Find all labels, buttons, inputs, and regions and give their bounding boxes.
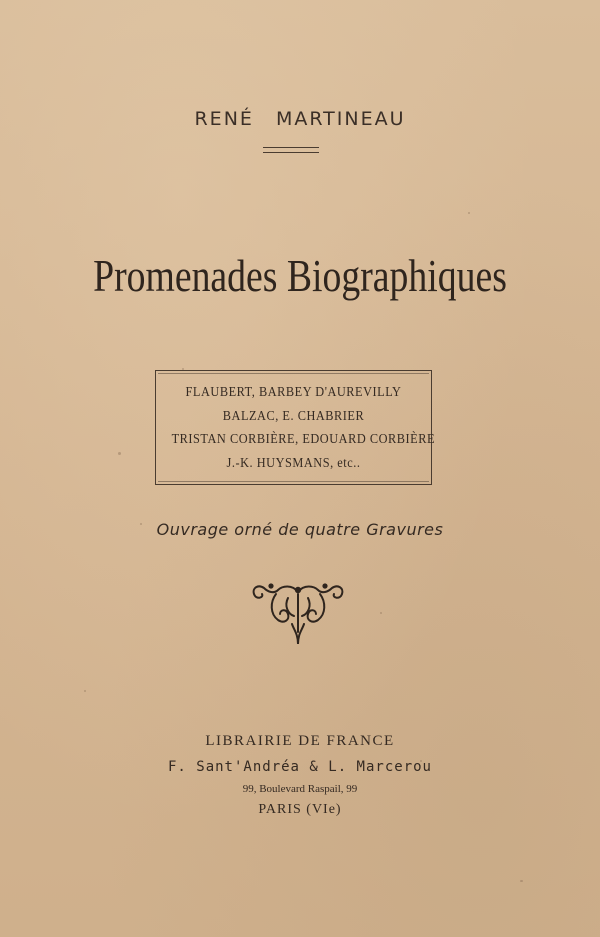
subject-line: J.-K. HUYSMANS, etc.. [226,455,361,471]
author-first-name: RENÉ [194,108,254,130]
publisher-name: LIBRAIRIE DE FRANCE [205,733,395,749]
author-divider [263,147,319,153]
publisher-editors: F. Sant'Andréa & L. Marcerou [167,759,432,775]
subjects-list [155,381,436,475]
author-last-name: MARTINEAU [275,108,406,130]
subject-line: BALZAC, E. CHABRIER [222,408,365,424]
author-name [0,108,600,130]
subject-line: TRISTAN CORBIÈRE, EDOUARD CORBIÈRE [171,432,436,447]
publisher-address: 99, Boulevard Raspail, 99 [242,783,358,795]
tagline: Ouvrage orné de quatre Gravures [156,520,444,539]
book-title: Promenades Biographiques [93,250,507,301]
publisher-city: PARIS (VIe) [258,802,342,817]
subject-line: FLAUBERT, BARBEY D'AUREVILLY [185,385,402,400]
fleuron-icon [248,580,348,650]
